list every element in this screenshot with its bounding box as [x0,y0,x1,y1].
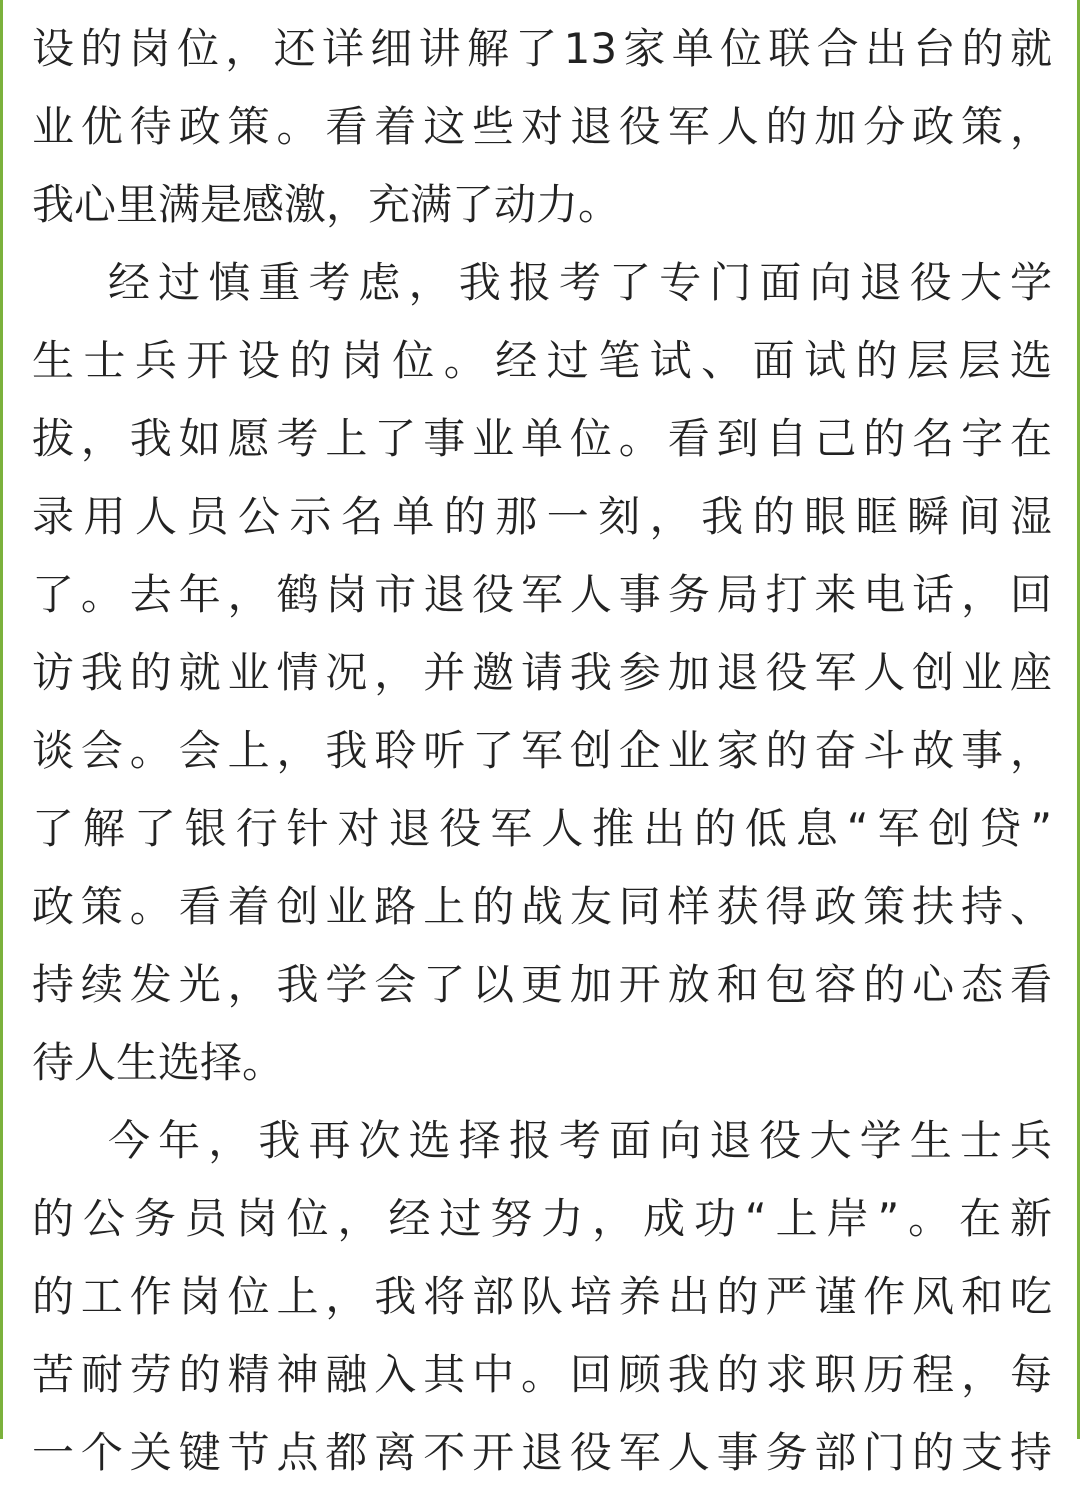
text-line: 业优待政策。看着这些对退役军人的加分政策， [32,102,1052,151]
text-line: 待人生选择。 [32,1038,285,1087]
text-line: 录用人员公示名单的那一刻，我的眼眶瞬间湿 [32,492,1052,541]
text-line: 政策。看着创业路上的战友同样获得政策扶持、 [32,882,1052,931]
paragraph [32,244,1052,1102]
text-line: 访我的就业情况，并邀请我参加退役军人创业座 [32,648,1052,697]
text-line: 谈会。会上，我聆听了军创企业家的奋斗故事， [32,726,1052,775]
text-line: 生士兵开设的岗位。经过笔试、面试的层层选 [32,336,1052,385]
text-line: 的公务员岗位，经过努力，成功“上岸”。在新 [32,1194,1052,1243]
text-line: 了。去年，鹤岗市退役军人事务局打来电话，回 [32,570,1052,619]
left-border [0,0,3,1439]
text-line: 一个关键节点都离不开退役军人事务部门的支持 [32,1428,1052,1477]
paragraph [32,10,1052,244]
text-line: 我心里满是感激，充满了动力。 [32,180,621,229]
text-line: 拔，我如愿考上了事业单位。看到自己的名字在 [32,414,1052,463]
text-line: 设的岗位，还详细讲解了13家单位联合出台的就 [32,24,1052,73]
text-line: 了解了银行针对退役军人推出的低息“军创贷” [32,804,1052,853]
text-line: 的工作岗位上，我将部队培养出的严谨作风和吃 [32,1272,1052,1321]
text-line: 经过慎重考虑，我报考了专门面向退役大学 [108,258,1052,307]
paragraph [32,1102,1052,1492]
text-line: 苦耐劳的精神融入其中。回顾我的求职历程，每 [32,1350,1052,1399]
article-body [32,10,1052,1492]
text-line: 持续发光，我学会了以更加开放和包容的心态看 [32,960,1052,1009]
text-line: 今年，我再次选择报考面向退役大学生士兵 [108,1116,1052,1165]
